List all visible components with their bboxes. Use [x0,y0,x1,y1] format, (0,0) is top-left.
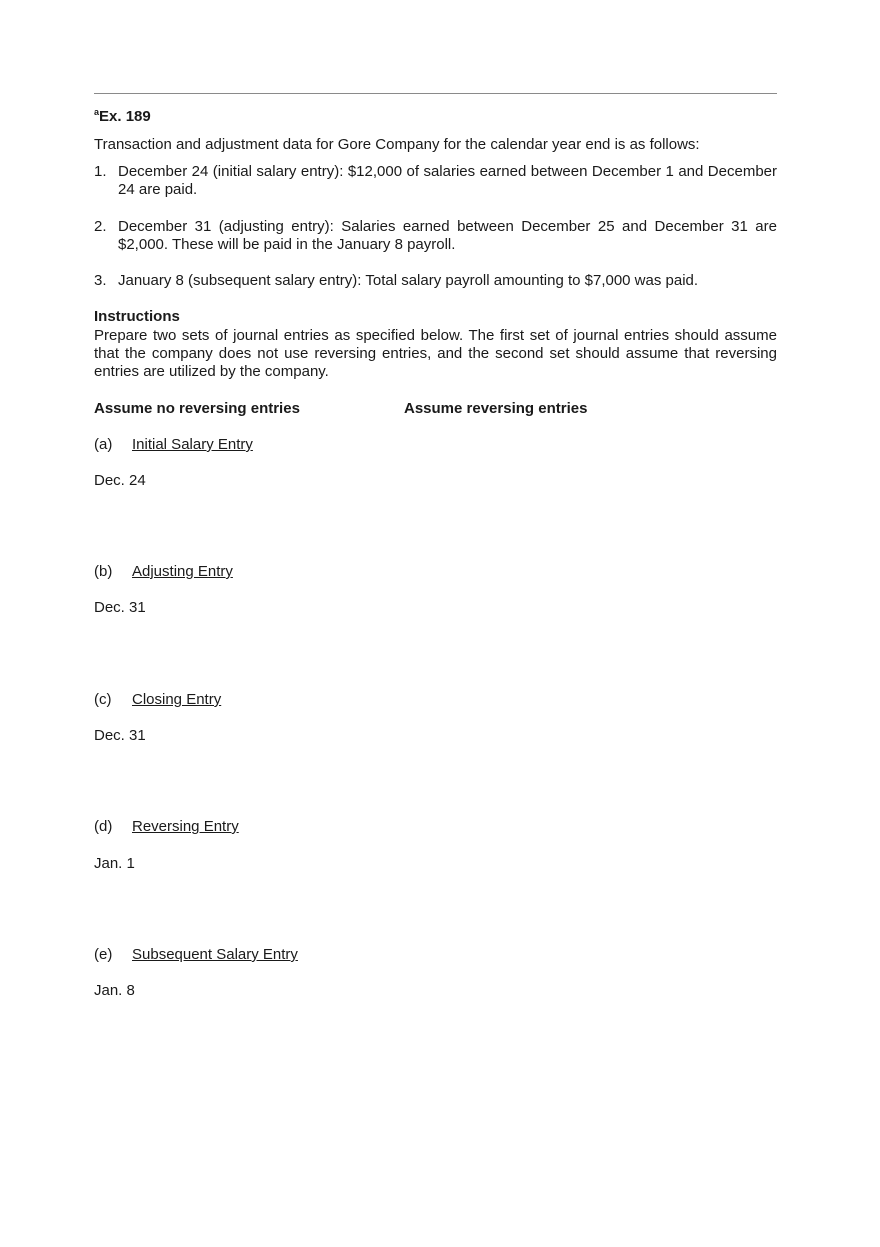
instructions-body: Prepare two sets of journal entries as specified below. The first set of journal entries should assume that the company does not use reversing entries, and the second set should assume that reversing entries are utilized by the company. [94,327,777,380]
exercise-superscript: a [94,107,100,117]
entry-title: Initial Salary Entry [132,436,253,453]
list-item-number: 3. [94,272,107,289]
entry-title: Adjusting Entry [132,563,233,580]
list-item-text: December 31 (adjusting entry): Salaries earned between December 25 and December 31 are $2,000. These will be paid in the January 8 payroll. [118,218,777,253]
entry-date: Dec. 31 [94,727,146,744]
list-item [94,272,777,290]
list-item-text: January 8 (subsequent salary entry): Total salary payroll amounting to $7,000 was paid. [118,272,699,289]
entry-label-initial-salary [94,436,253,453]
exercise-title [94,108,151,125]
column-heading-reversing: Assume reversing entries [404,400,588,417]
entry-letter: (a) [94,436,113,453]
entry-title: Subsequent Salary Entry [132,946,298,963]
entry-date: Dec. 31 [94,599,146,616]
instructions-heading: Instructions [94,308,180,325]
entry-letter: (d) [94,818,113,835]
entry-letter: (c) [94,691,112,708]
list-item [94,218,777,254]
top-rule [94,93,777,94]
entry-title: Closing Entry [132,691,222,708]
list-item-number: 2. [94,218,107,235]
entry-label-reversing [94,818,239,835]
entry-letter: (e) [94,946,113,963]
document-page [94,0,777,1247]
entry-letter: (b) [94,563,113,580]
intro-text: Transaction and adjustment data for Gore Company for the calendar year end is as follows: [94,136,700,153]
entry-label-adjusting [94,563,233,580]
list-item-number: 1. [94,163,107,180]
entry-date: Dec. 24 [94,472,146,489]
entry-title: Reversing Entry [132,818,239,835]
entry-label-subsequent-salary [94,946,298,963]
list-item [94,163,777,199]
entry-date: Jan. 1 [94,855,135,872]
entry-label-closing [94,691,221,708]
entry-date: Jan. 8 [94,982,135,999]
list-item-text: December 24 (initial salary entry): $12,000 of salaries earned between December 1 and December 24 are paid. [118,163,777,198]
column-heading-no-reversing: Assume no reversing entries [94,400,300,417]
exercise-number: Ex. 189 [99,108,151,125]
